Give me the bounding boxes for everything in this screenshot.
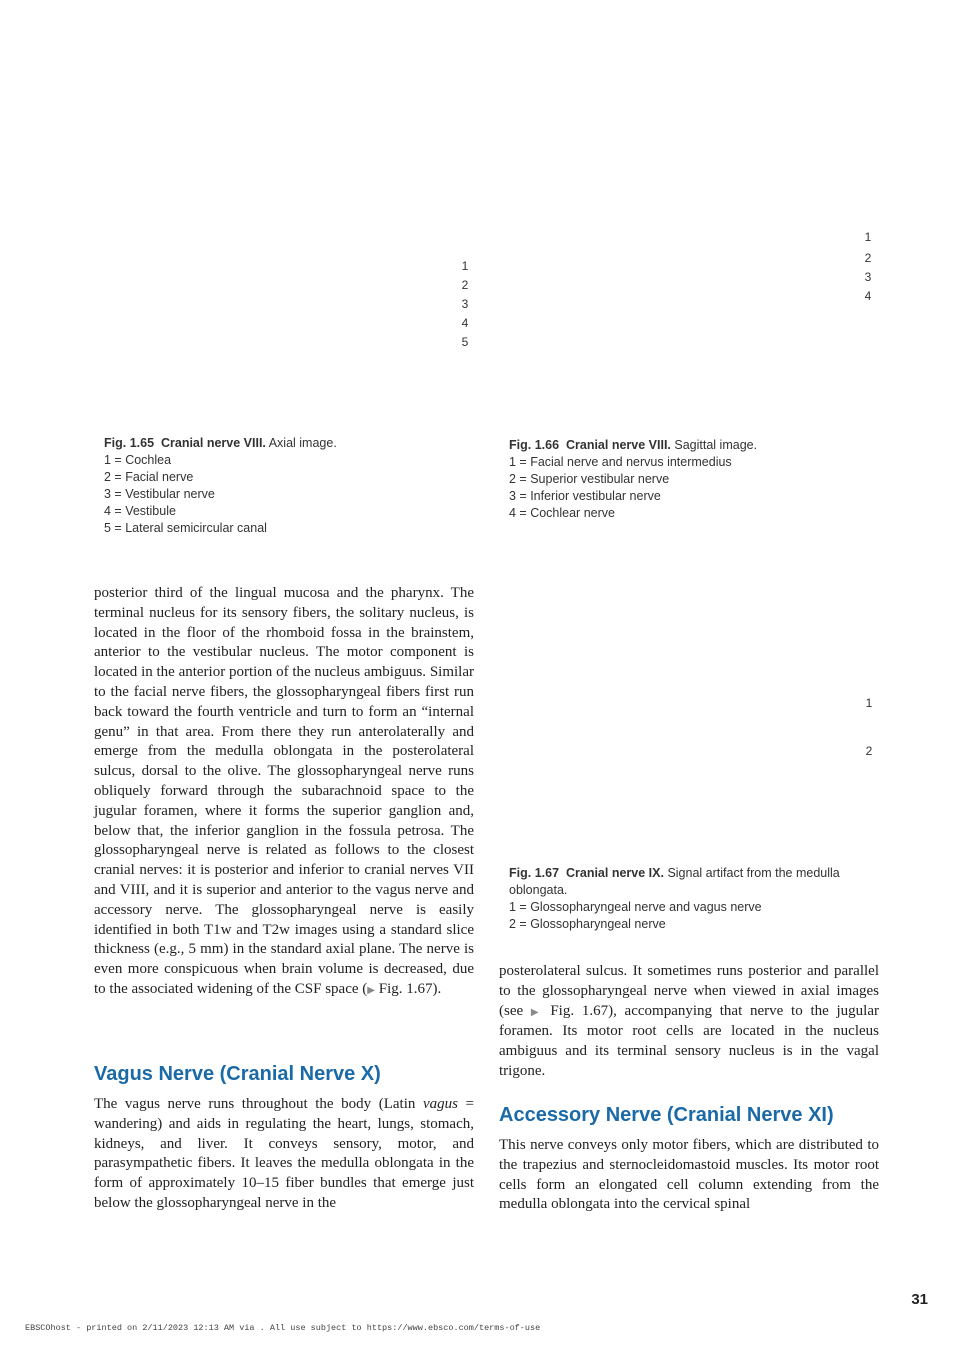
right-column-paragraph-1	[499, 962, 879, 1082]
paragraph-text: This nerve conveys only motor fibers, which are distributed to the trapezius and sternocleidomastoid muscles. Its motor root cells form an elongated cell column extending from the medulla oblongata into the cervical spinal	[499, 1137, 879, 1213]
figure-title: Cranial nerve VIII.	[565, 438, 671, 452]
figure-description: Axial image.	[268, 436, 337, 450]
legend-item: 5 = Lateral semicircular canal	[104, 521, 267, 535]
figure-description: Signal artifact from the medulla	[667, 866, 840, 880]
caption-heading	[509, 865, 889, 882]
legend-item: 4 = Vestibule	[104, 504, 176, 518]
triangle-icon: ▶	[530, 1006, 543, 1018]
accessory-nerve-heading: Accessory Nerve (Cranial Nerve XI)	[499, 1104, 834, 1126]
paragraph-text: The vagus nerve runs throughout the body (Latin	[94, 1096, 423, 1112]
fig-marker: 3	[461, 297, 469, 311]
fig-marker: 4	[864, 289, 872, 303]
figure-reference-link[interactable]: Fig. 1.67	[378, 980, 433, 997]
legend-item: 2 = Facial nerve	[104, 470, 194, 484]
fig-1-67-caption	[509, 865, 889, 933]
figure-title: Cranial nerve IX.	[565, 866, 664, 880]
fig-marker: 2	[461, 278, 469, 292]
legend-item: 1 = Cochlea	[104, 453, 172, 467]
figure-label: Fig. 1.67	[509, 866, 560, 880]
fig-marker: 1	[864, 230, 872, 244]
legend-item: 1 = Facial nerve and nervus intermedius	[509, 455, 732, 469]
legend-item: 3 = Vestibular nerve	[104, 487, 215, 501]
paragraph-text: ).	[432, 980, 442, 997]
legend-item: 2 = Superior vestibular nerve	[509, 472, 670, 486]
page-number: 31	[911, 1291, 928, 1308]
figure-reference-link[interactable]: Fig. 1.67	[550, 1002, 609, 1019]
figure-description: Sagittal image.	[674, 438, 758, 452]
fig-1-66-caption	[509, 437, 889, 522]
figure-label: Fig. 1.65	[104, 436, 155, 450]
triangle-icon: ▶	[367, 984, 375, 996]
paragraph-text: = wandering) and aids in regulating the heart, lungs, stomach, kidneys, and liver. It conveys sensory, motor, and parasympathetic fibers. It leaves the medulla oblongata in the form of approximately 10–15 fiber bundles that emerge just below the glossopharyngeal nerve in the	[94, 1096, 474, 1211]
legend-item: 2 = Glossopharyngeal nerve	[509, 917, 666, 931]
fig-marker: 4	[461, 316, 469, 330]
fig-marker: 2	[865, 744, 873, 758]
legend-item: 4 = Cochlear nerve	[509, 506, 615, 520]
caption-heading	[509, 437, 889, 454]
print-footer: EBSCOhost - printed on 2/11/2023 12:13 AM via . All use subject to https://www.ebsco.com/terms-of-use	[25, 1323, 541, 1333]
left-column-paragraph-2	[94, 1095, 474, 1214]
fig-marker: 2	[864, 251, 872, 265]
fig-1-65-caption	[104, 435, 484, 537]
legend-item: 1 = Glossopharyngeal nerve and vagus nerve	[509, 900, 762, 914]
fig-marker: 1	[865, 696, 873, 710]
paragraph-text: ), accompanying that nerve to the jugular foramen. Its motor root cells are located in the nucleus ambiguus and its terminal sensory nucleus is in the vagal trigone.	[499, 1002, 879, 1079]
legend-item: 3 = Inferior vestibular nerve	[509, 489, 661, 503]
paragraph-text: posterolateral sulcus. It sometimes runs posterior and parallel to the glossopharyngeal nerve when viewed in axial images (see	[499, 963, 879, 1019]
figure-title: Cranial nerve VIII.	[160, 436, 266, 450]
paragraph-text: posterior third of the lingual mucosa and the pharynx. The terminal nucleus for its sensory fibers, the solitary nucleus, is located in the floor of the rhomboid fossa in the brainstem, anterior to the vestibular nucleus. The motor component is located in the anterior portion of the nucleus ambiguus. Similar to the facial nerve fibers, the glossopharyngeal fibers first run back toward the fourth ventricle and turn to form an “internal genu” in that area. From there they run anterolaterally and emerge from the medulla oblongata in the posterolateral sulcus, dorsal to the olive. The glossopharyngeal nerve runs obliquely forward through the subarachnoid space to the jugular foramen, where it forms the superior ganglion and, below that, the inferior ganglion in the fossula petrosa. The glossopharyngeal nerve is related as follows to the closest cranial nerves: it is posterior and inferior to cranial nerves VII and VIII, and it is superior and anterior to the vagus nerve and accessory nerve. The glossopharyngeal nerve is easily identified in both T1w and T2w images using a standard slice thickness (e.g., 5 mm) in the standard axial plane. The nerve is even more conspicuous when brain volume is decreased, due to the associated widening of the CSF space (	[94, 585, 474, 997]
fig-1-66-markers	[858, 228, 878, 306]
fig-marker: 5	[461, 335, 469, 349]
left-column-paragraph-1	[94, 584, 474, 1001]
fig-marker: 3	[864, 270, 872, 284]
italic-term: vagus	[422, 1096, 458, 1112]
fig-1-65-markers	[455, 257, 475, 352]
caption-heading	[104, 435, 484, 452]
fig-marker: 1	[461, 259, 469, 273]
figure-label: Fig. 1.66	[509, 438, 560, 452]
right-column-paragraph-2	[499, 1136, 879, 1215]
figure-description-continued: oblongata.	[509, 883, 568, 897]
vagus-nerve-heading: Vagus Nerve (Cranial Nerve X)	[94, 1063, 381, 1085]
